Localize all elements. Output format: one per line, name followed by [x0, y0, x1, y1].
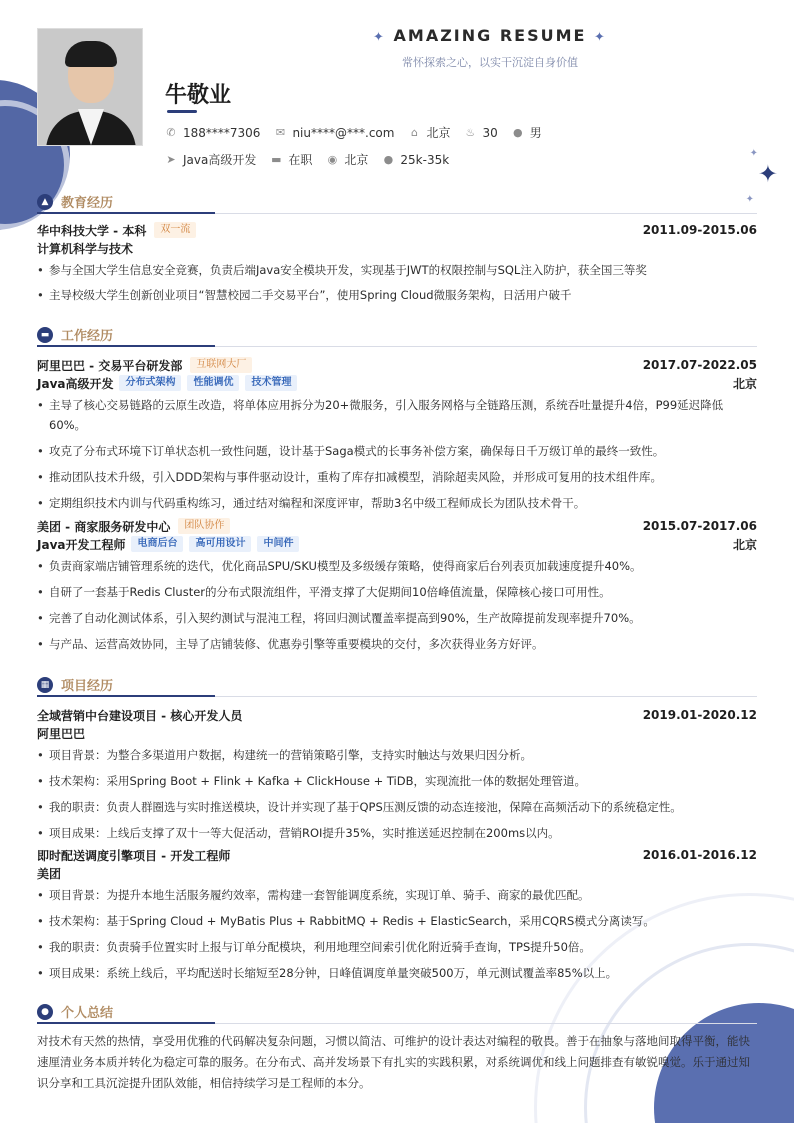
section-education-title: ▲ 教育经历: [37, 192, 757, 211]
section-divider: [37, 696, 757, 697]
list-item: • 定期组织技术内训与代码重构练习，通过结对编程和深度评审，帮助3名中级工程师成长为团队技术骨干。: [37, 493, 757, 513]
phone-info: ✆ 188****7306: [166, 125, 261, 140]
salary-icon: ●: [383, 153, 394, 166]
list-item: • 项目背景：为提升本地生活服务履约效率，需构建一套智能调度系统，实现订单、骑手、商家的最优匹配。: [37, 885, 757, 905]
work-date: 2017.07-2022.05: [642, 358, 757, 372]
list-item: • 项目成果：上线后支撑了双十一等大促活动，营销ROI提升35%，实时推送延迟控制在200ms以内。: [37, 823, 757, 843]
project-name: 即时配送调度引擎项目 - 开发工程师: [37, 848, 231, 863]
company-tag: 团队协作: [178, 518, 230, 534]
gender-info: ● 男: [512, 126, 542, 140]
project-org: 阿里巴巴: [37, 726, 86, 741]
sparkle-icon: ✦: [757, 160, 778, 188]
location-icon: ◉: [327, 153, 338, 166]
job-role: Java高级开发: [37, 376, 114, 391]
employment-status-info: ▬ 在职: [271, 153, 313, 167]
school-tag: 双一流: [154, 222, 196, 238]
slogan: 常怀探索之心，以实干沉淀自身价值: [402, 56, 578, 69]
section-divider: [37, 1023, 757, 1024]
list-item: • 技术架构：基于Spring Cloud + MyBatis Plus + RabbitMQ + Redis + ElasticSearch，采用CQRS模式分离读写。: [37, 911, 757, 931]
company-name: 美团 - 商家服务研发中心: [37, 519, 171, 534]
target-position-info: ➤ Java高级开发: [166, 153, 257, 167]
skill-tag: 技术管理: [245, 375, 297, 391]
list-item: • 主导校级大学生创新创业项目“智慧校园二手交易平台”，使用Spring Cloud微服务架构，日活用户破千: [37, 285, 757, 305]
skill-tag: 性能调优: [187, 375, 239, 391]
list-item: • 自研了一套基于Redis Cluster的分布式限流组件，平滑支撑了大促期间10倍峰值流量，保障核心接口可用性。: [37, 582, 757, 602]
contact-info-row: [165, 124, 556, 141]
section-summary-title: ● 个人总结: [37, 1002, 757, 1021]
skill-tag: 中间件: [257, 536, 299, 552]
grid-icon: ▦: [37, 677, 53, 693]
project-entry-2: [37, 846, 757, 983]
briefcase-icon: ▬: [37, 327, 53, 343]
work-city: 北京: [732, 537, 757, 552]
project-entry-1: [37, 706, 757, 843]
hometown-info: ⌂ 北京: [408, 124, 450, 141]
skill-tag: 高可用设计: [189, 536, 251, 552]
education-entry: [37, 221, 757, 305]
age-info: ♨ 30: [465, 125, 498, 140]
phone-icon: ✆: [166, 126, 176, 139]
send-icon: ➤: [166, 153, 176, 166]
project-date: 2016.01-2016.12: [642, 848, 757, 862]
work-bullets: [37, 395, 757, 513]
section-divider: [37, 346, 757, 347]
list-item: • 完善了自动化测试体系，引入契约测试与混沌工程，将回归测试覆盖率提高到90%，生产故障提前发现率提升70%。: [37, 608, 757, 628]
mail-icon: ✉: [275, 126, 286, 139]
project-bullets: [37, 885, 757, 983]
name-underline: [167, 110, 197, 113]
job-intent-row: [165, 151, 463, 168]
list-item: • 项目背景：为整合多渠道用户数据，构建统一的营销策略引擎，支持实时触达与效果归因分析。: [37, 745, 757, 765]
major: 计算机科学与技术: [37, 241, 134, 256]
work-bullets: [37, 556, 757, 654]
summary-text: 对技术有天然的热情，享受用优雅的代码解决复杂问题，习惯以简洁、可维护的设计表达对编程的敬畏。善于在抽象与落地间取得平衡，能快速厘清业务本质并转化为稳定可靠的服务。在分布式、高并发场景下有扎实的实践积累，对系统调优和线上问题排查有敏锐嗅觉。乐于通过知识分享和工具沉淀提升团队效能，相信持续学习是工程师的本分。: [37, 1034, 750, 1090]
list-item: • 我的职责：负责骑手位置实时上报与订单分配模块，利用地理空间索引优化附近骑手查询，TPS提升50倍。: [37, 937, 757, 957]
list-item: • 项目成果：系统上线后，平均配送时长缩短至28分钟，日峰值调度单量突破500万，单元测试覆盖率85%以上。: [37, 963, 757, 983]
list-item: • 主导了核心交易链路的云原生改造，将单体应用拆分为20+微服务，引入服务网格与全链路压测，系统吞吐量提升4倍，P99延迟降低60%。: [37, 395, 757, 435]
avatar-photo: [37, 28, 143, 146]
list-item: • 与产品、运营高效协同，主导了店铺装修、优惠券引擎等重要模块的交付，多次获得业务方好评。: [37, 634, 757, 654]
section-work-title: ▬ 工作经历: [37, 325, 757, 344]
user-icon: ●: [37, 1004, 53, 1020]
resume-brand: ✦ AMAZING RESUME ✦: [373, 26, 607, 45]
company-name: 阿里巴巴 - 交易平台研发部: [37, 358, 183, 373]
education-bullets: [37, 260, 757, 305]
list-item: • 攻克了分布式环境下订单状态机一致性问题，设计基于Saga模式的长事务补偿方案，确保每日千万级订单的最终一致性。: [37, 441, 757, 461]
company-tag: 互联网大厂: [190, 357, 252, 373]
education-date: 2011.09-2015.06: [642, 223, 757, 237]
school-name: 华中科技大学 - 本科: [37, 223, 147, 238]
email-info: ✉ niu****@***.com: [275, 125, 395, 140]
graduation-cap-icon: ▲: [37, 194, 53, 210]
list-item: • 推动团队技术升级，引入DDD架构与事件驱动设计，重构了库存扣减模型，消除超卖风险，并形成可复用的技术组件库。: [37, 467, 757, 487]
project-bullets: [37, 745, 757, 843]
work-date: 2015.07-2017.06: [642, 519, 757, 533]
star-icon: ✦: [373, 30, 386, 45]
salary-info: ● 25k-35k: [383, 152, 450, 167]
list-item: • 我的职责：负责人群圈选与实时推送模块，设计并实现了基于QPS压测反馈的动态连接池，保障在高频活动下的系统稳定性。: [37, 797, 757, 817]
star-icon: ✦: [594, 30, 607, 45]
home-icon: ⌂: [410, 126, 418, 139]
section-divider: [37, 213, 757, 214]
work-city: 北京: [732, 376, 757, 391]
work-entry-2: [37, 517, 757, 654]
sparkle-small-icon: ✦: [745, 194, 754, 205]
project-org: 美团: [37, 866, 62, 881]
target-city-info: ◉ 北京: [327, 153, 369, 167]
cake-icon: ♨: [465, 126, 476, 139]
skill-tag: 电商后台: [131, 536, 183, 552]
project-name: 全域营销中台建设项目 - 核心开发人员: [37, 708, 243, 723]
project-date: 2019.01-2020.12: [642, 708, 757, 722]
section-projects-title: ▦ 项目经历: [37, 675, 757, 694]
list-item: • 参与全国大学生信息安全竞赛，负责后端Java安全模块开发，实现基于JWT的权限控制与SQL注入防护，获全国三等奖: [37, 260, 757, 280]
briefcase-icon: ▬: [271, 153, 282, 166]
job-role: Java开发工程师: [37, 537, 126, 552]
list-item: • 技术架构：采用Spring Boot + Flink + Kafka + ClickHouse + TiDB，实现流批一体的数据处理管道。: [37, 771, 757, 791]
work-entry-1: [37, 356, 757, 513]
sparkle-small-icon: ✦: [749, 148, 758, 159]
skill-tag: 分布式架构: [119, 375, 181, 391]
list-item: • 负责商家端店铺管理系统的迭代，优化商品SPU/SKU模型及多级缓存策略，使得商家后台列表页加载速度提升40%。: [37, 556, 757, 576]
candidate-name: 牛敬业: [165, 83, 232, 108]
gender-icon: ●: [512, 126, 523, 139]
